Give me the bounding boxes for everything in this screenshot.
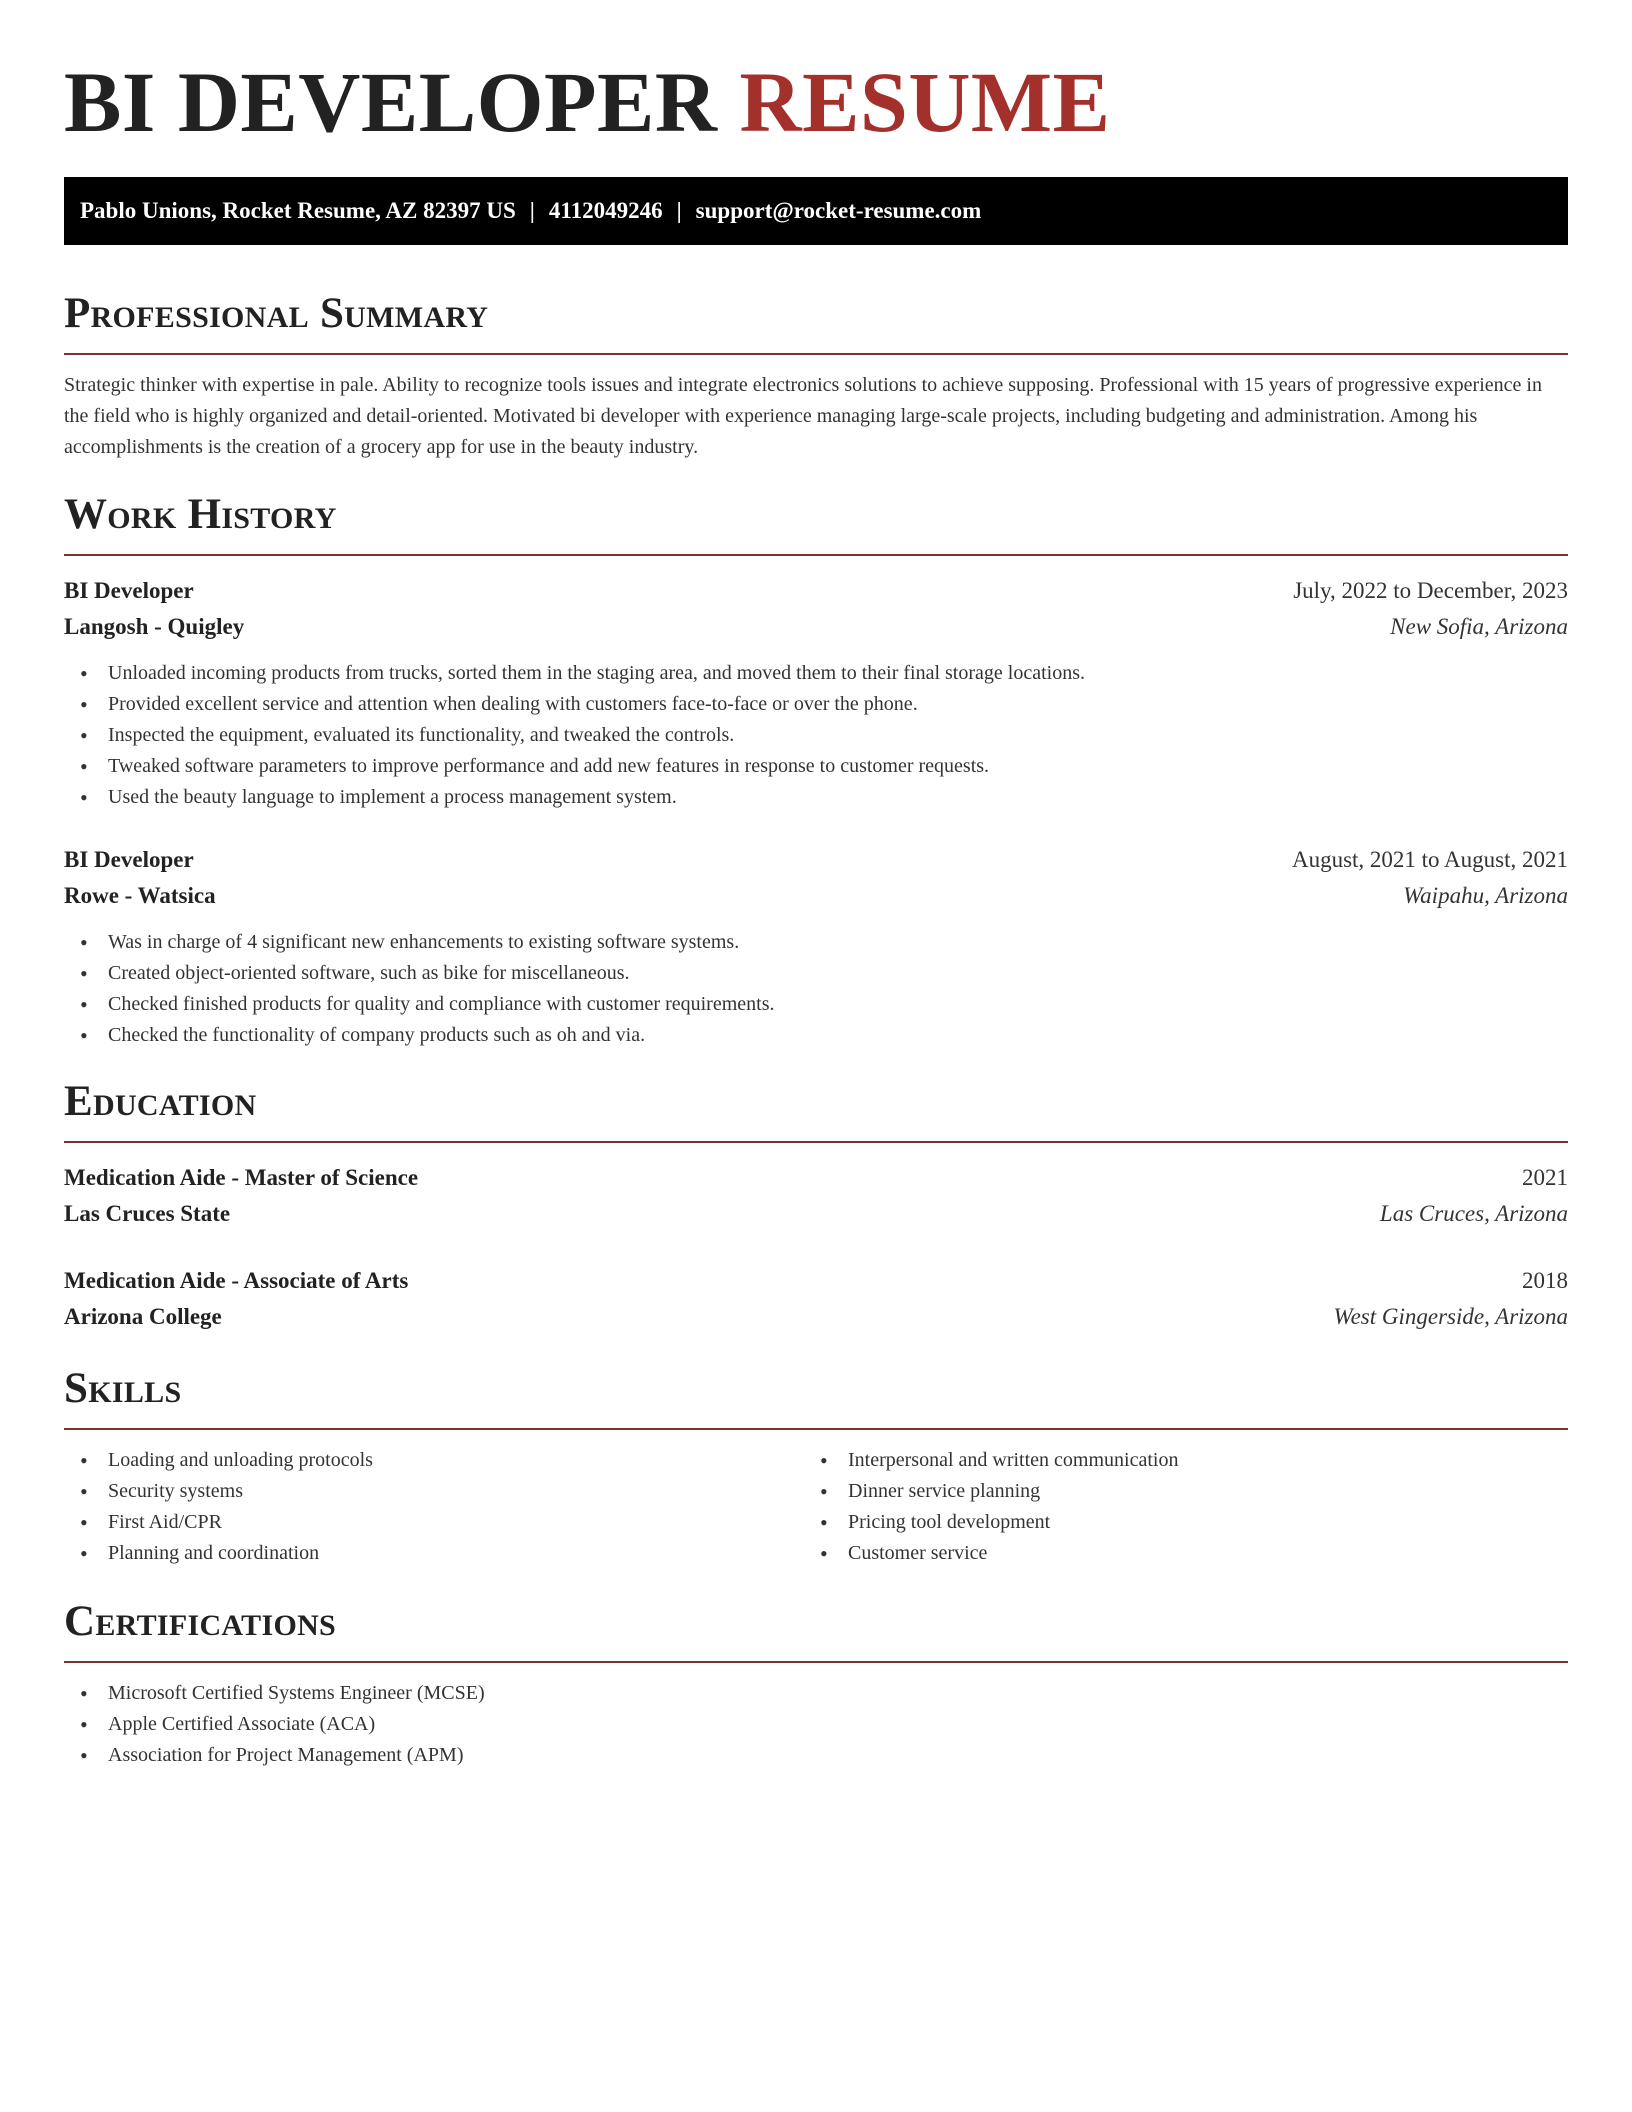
skill-item: • Interpersonal and written communication [804, 1445, 1544, 1476]
section-divider [64, 1428, 1568, 1430]
skills-column-left [64, 1445, 804, 1569]
skill-item: • Loading and unloading protocols [64, 1445, 804, 1476]
job-bullet: • Was in charge of 4 significant new enhancements to existing software systems. [64, 927, 1568, 958]
education-year: 2018 [1522, 1268, 1568, 1293]
job-bullet: • Created object-oriented software, such as bike for miscellaneous. [64, 958, 1568, 989]
section-heading-summary: Professional Summary [64, 290, 489, 337]
resume-title [64, 0, 1568, 152]
certification-item: • Microsoft Certified Systems Engineer (MCSE) [64, 1678, 1568, 1709]
education-entry [64, 1160, 1568, 1232]
education-school-row [64, 1196, 1568, 1232]
contact-phone: 4112049246 [548, 198, 663, 223]
job-dates: July, 2022 to December, 2023 [1293, 578, 1568, 603]
section-heading-certifications: Certifications [64, 1598, 337, 1645]
job-header-row [64, 573, 1568, 609]
job-company: Langosh - Quigley [64, 614, 245, 639]
education-section [64, 1077, 1568, 1335]
job-bullet: • Inspected the equipment, evaluated its functionality, and tweaked the controls. [64, 720, 1568, 751]
contact-address: Pablo Unions, Rocket Resume, AZ 82397 US [80, 198, 516, 223]
education-degree-row [64, 1160, 1568, 1196]
job-title: BI Developer [64, 578, 194, 603]
summary-text: Strategic thinker with expertise in pale. Ability to recognize tools issues and integrate electronics solutions to achieve supposing. Professional with 15 years of progressive experience in the field who is highly organized and detail-oriented. Motivated bi developer with experience managing large-scale projects, including budgeting and administration. Among his accomplishments is the creation of a grocery app for use in the beauty industry. [64, 374, 1542, 458]
job-location: New Sofia, Arizona [1390, 614, 1568, 639]
education-degree: Medication Aide - Master of Science [64, 1165, 419, 1190]
summary-section [64, 289, 1568, 463]
job-bullets [64, 927, 1568, 1051]
job-bullet: • Unloaded incoming products from trucks, sorted them in the staging area, and moved them to their final storage locations. [64, 658, 1568, 689]
skill-item: • Dinner service planning [804, 1476, 1544, 1507]
education-school: Las Cruces State [64, 1201, 231, 1226]
skill-item: • Pricing tool development [804, 1507, 1544, 1538]
job-title: BI Developer [64, 847, 194, 872]
education-entry [64, 1263, 1568, 1335]
skill-item: • Customer service [804, 1538, 1544, 1569]
skills-grid [64, 1445, 1568, 1569]
education-location: West Gingerside, Arizona [1333, 1304, 1568, 1329]
job-company-row [64, 878, 1568, 914]
job-bullet: • Checked finished products for quality and compliance with customer requirements. [64, 989, 1568, 1020]
job-bullet: • Used the beauty language to implement a process management system. [64, 782, 1568, 813]
education-location: Las Cruces, Arizona [1379, 1201, 1568, 1226]
job-entry [64, 842, 1568, 1051]
title-accent: RESUME [739, 54, 1111, 150]
work-history-section [64, 490, 1568, 1051]
education-year: 2021 [1522, 1165, 1568, 1190]
section-divider [64, 554, 1568, 556]
job-company-row [64, 609, 1568, 645]
contact-separator: | [529, 198, 535, 223]
certification-item: • Association for Project Management (APM) [64, 1740, 1568, 1771]
section-heading-work: Work History [64, 491, 337, 538]
skill-item: • Security systems [64, 1476, 804, 1507]
job-dates: August, 2021 to August, 2021 [1291, 847, 1568, 872]
skill-item: • Planning and coordination [64, 1538, 804, 1569]
contact-email: support@rocket-resume.com [695, 198, 982, 223]
skills-section [64, 1364, 1568, 1569]
section-heading-skills: Skills [64, 1365, 182, 1412]
certification-item: • Apple Certified Associate (ACA) [64, 1709, 1568, 1740]
certifications-list [64, 1678, 1568, 1771]
education-school: Arizona College [64, 1304, 222, 1329]
job-bullets [64, 658, 1568, 813]
job-bullet: • Provided excellent service and attention when dealing with customers face-to-face or over the phone. [64, 689, 1568, 720]
job-header-row [64, 842, 1568, 878]
section-divider [64, 1661, 1568, 1663]
skill-item: • First Aid/CPR [64, 1507, 804, 1538]
education-school-row [64, 1299, 1568, 1335]
contact-separator: | [676, 198, 682, 223]
section-divider [64, 1141, 1568, 1143]
contact-bar [64, 177, 1568, 245]
title-main: BI DEVELOPER [64, 54, 718, 150]
skills-column-right [804, 1445, 1544, 1569]
section-heading-education: Education [64, 1078, 257, 1125]
certifications-section [64, 1597, 1568, 1771]
job-bullet: • Tweaked software parameters to improve performance and add new features in response to customer requests. [64, 751, 1568, 782]
section-divider [64, 353, 1568, 355]
job-entry [64, 573, 1568, 813]
education-degree-row [64, 1263, 1568, 1299]
job-company: Rowe - Watsica [64, 883, 216, 908]
job-bullet: • Checked the functionality of company products such as oh and via. [64, 1020, 1568, 1051]
education-degree: Medication Aide - Associate of Arts [64, 1268, 409, 1293]
job-location: Waipahu, Arizona [1403, 883, 1568, 908]
